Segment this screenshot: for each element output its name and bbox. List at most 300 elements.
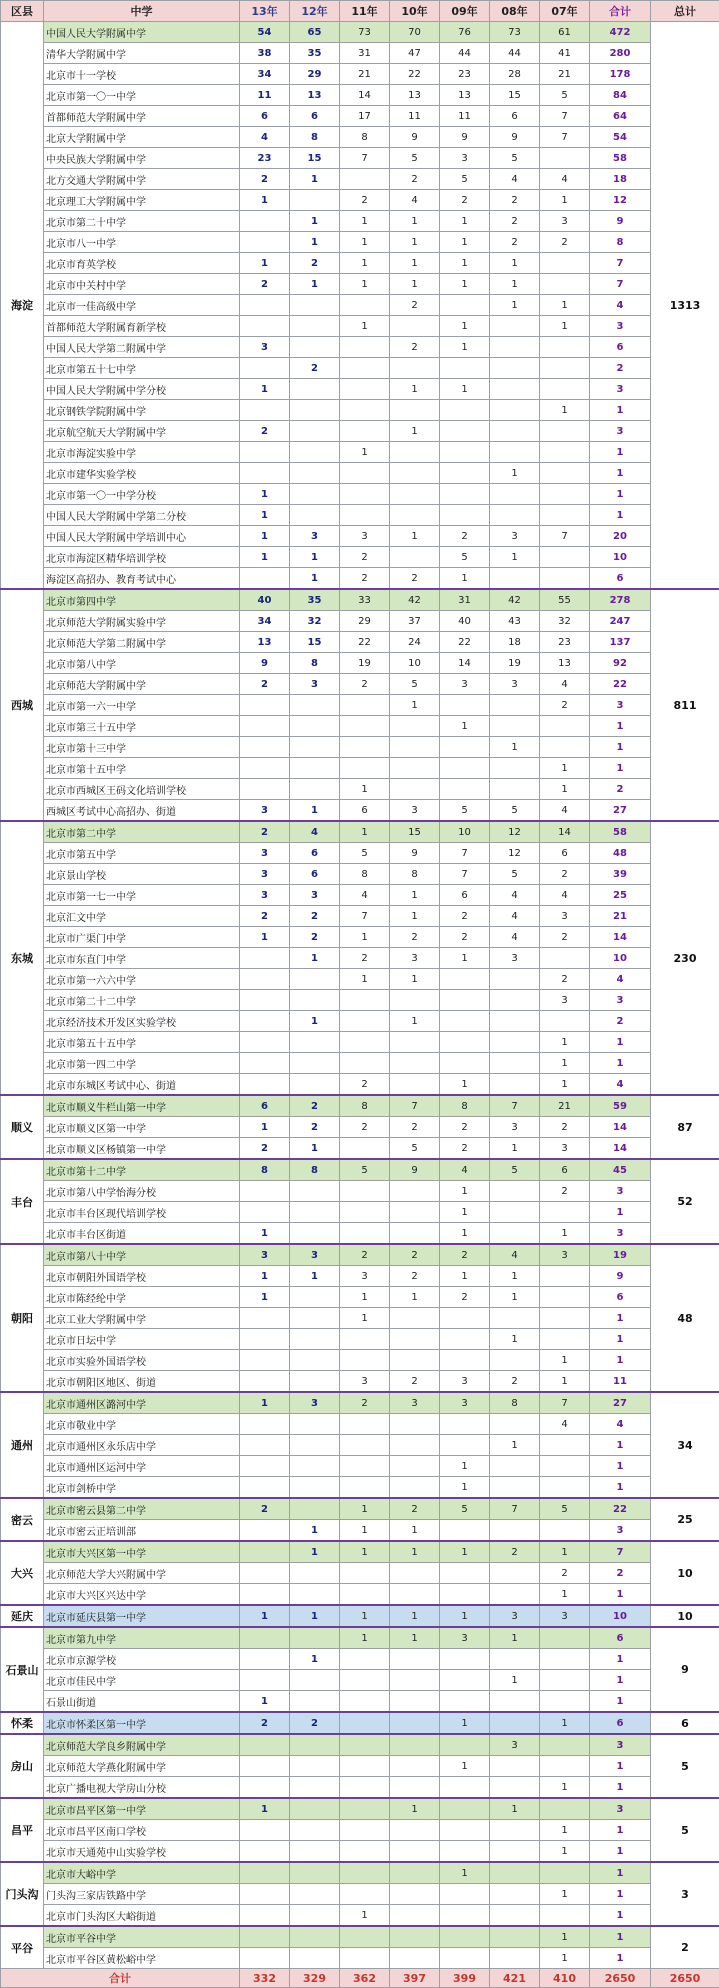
value-13 bbox=[240, 1011, 290, 1032]
value-10 bbox=[390, 1563, 440, 1584]
value-09: 23 bbox=[440, 64, 490, 85]
school-name: 北京师范大学第二附属中学 bbox=[44, 632, 240, 653]
value-11 bbox=[340, 1350, 390, 1371]
value-12 bbox=[290, 1032, 340, 1053]
value-10: 47 bbox=[390, 43, 440, 64]
value-13 bbox=[240, 1905, 290, 1927]
school-name: 北京市育英学校 bbox=[44, 253, 240, 274]
value-08 bbox=[490, 1712, 540, 1734]
school-name: 北京市大兴区第一中学 bbox=[44, 1541, 240, 1563]
district-cell: 门头沟 bbox=[1, 1862, 44, 1926]
value-10 bbox=[390, 1884, 440, 1905]
value-07 bbox=[540, 737, 590, 758]
value-09: 1 bbox=[440, 1074, 490, 1096]
table-row bbox=[1, 737, 719, 758]
value-09: 1 bbox=[440, 232, 490, 253]
value-12: 15 bbox=[290, 632, 340, 653]
value-10: 37 bbox=[390, 611, 440, 632]
value-08: 3 bbox=[490, 674, 540, 695]
value-12: 35 bbox=[290, 43, 340, 64]
value-12 bbox=[290, 1414, 340, 1435]
value-10: 1 bbox=[390, 1627, 440, 1649]
school-name: 北京市第十二中学 bbox=[44, 1159, 240, 1181]
value-11: 1 bbox=[340, 211, 390, 232]
value-09: 5 bbox=[440, 800, 490, 822]
school-name: 北京市天通苑中山实验学校 bbox=[44, 1841, 240, 1863]
value-07: 1 bbox=[540, 1032, 590, 1053]
value-sum: 6 bbox=[590, 1627, 651, 1649]
value-13 bbox=[240, 1414, 290, 1435]
value-13 bbox=[240, 568, 290, 590]
value-07: 2 bbox=[540, 695, 590, 716]
value-13: 1 bbox=[240, 379, 290, 400]
value-10: 4 bbox=[390, 190, 440, 211]
value-11: 3 bbox=[340, 1371, 390, 1393]
table-row bbox=[1, 1477, 719, 1499]
value-09: 1 bbox=[440, 379, 490, 400]
value-08: 6 bbox=[490, 106, 540, 127]
school-name: 中国人民大学附属中学 bbox=[44, 22, 240, 43]
value-07: 2 bbox=[540, 232, 590, 253]
value-09 bbox=[440, 1670, 490, 1691]
table-row bbox=[1, 505, 719, 526]
value-13: 1 bbox=[240, 1117, 290, 1138]
table-row bbox=[1, 484, 719, 505]
value-12 bbox=[290, 1350, 340, 1371]
value-12 bbox=[290, 1926, 340, 1948]
value-sum: 84 bbox=[590, 85, 651, 106]
table-row bbox=[1, 1053, 719, 1074]
value-08 bbox=[490, 1563, 540, 1584]
value-07: 61 bbox=[540, 22, 590, 43]
district-total: 10 bbox=[651, 1605, 719, 1627]
value-08: 1 bbox=[490, 1798, 540, 1820]
value-sum: 1 bbox=[590, 484, 651, 505]
value-sum: 1 bbox=[590, 1202, 651, 1223]
value-07: 3 bbox=[540, 1244, 590, 1266]
value-09: 3 bbox=[440, 1627, 490, 1649]
value-13 bbox=[240, 695, 290, 716]
value-sum: 20 bbox=[590, 526, 651, 547]
school-name: 北京市朝阳外国语学校 bbox=[44, 1266, 240, 1287]
table-row bbox=[1, 442, 719, 463]
school-name: 北京市怀柔区第一中学 bbox=[44, 1712, 240, 1734]
value-12 bbox=[290, 969, 340, 990]
value-10 bbox=[390, 1329, 440, 1350]
value-sum: 3 bbox=[590, 1520, 651, 1542]
value-13 bbox=[240, 716, 290, 737]
value-sum: 3 bbox=[590, 1798, 651, 1820]
value-sum: 278 bbox=[590, 589, 651, 611]
value-12 bbox=[290, 1670, 340, 1691]
value-sum: 1 bbox=[590, 1308, 651, 1329]
value-08: 5 bbox=[490, 800, 540, 822]
table-row bbox=[1, 1138, 719, 1160]
district-cell: 大兴 bbox=[1, 1541, 44, 1605]
value-11 bbox=[340, 1712, 390, 1734]
value-08: 1 bbox=[490, 253, 540, 274]
value-10: 2 bbox=[390, 1498, 440, 1520]
value-13 bbox=[240, 1627, 290, 1649]
value-11 bbox=[340, 758, 390, 779]
value-12: 3 bbox=[290, 526, 340, 547]
value-11: 1 bbox=[340, 1541, 390, 1563]
value-09 bbox=[440, 969, 490, 990]
value-13: 23 bbox=[240, 148, 290, 169]
header-year-10: 10年 bbox=[390, 1, 440, 22]
value-07: 4 bbox=[540, 800, 590, 822]
value-13: 6 bbox=[240, 106, 290, 127]
value-10 bbox=[390, 547, 440, 568]
value-10: 5 bbox=[390, 1138, 440, 1160]
value-12 bbox=[290, 1477, 340, 1499]
school-name: 北京市实验外国语学校 bbox=[44, 1350, 240, 1371]
value-08: 43 bbox=[490, 611, 540, 632]
value-12 bbox=[290, 695, 340, 716]
value-12: 1 bbox=[290, 1266, 340, 1287]
school-name: 北京市第三十五中学 bbox=[44, 716, 240, 737]
value-sum: 1 bbox=[590, 1777, 651, 1799]
value-sum: 10 bbox=[590, 1605, 651, 1627]
value-09 bbox=[440, 505, 490, 526]
value-09: 2 bbox=[440, 906, 490, 927]
value-11: 1 bbox=[340, 316, 390, 337]
value-07: 4 bbox=[540, 1414, 590, 1435]
table-row bbox=[1, 274, 719, 295]
value-09: 6 bbox=[440, 885, 490, 906]
table-row bbox=[1, 421, 719, 442]
value-09 bbox=[440, 400, 490, 421]
value-11 bbox=[340, 1798, 390, 1820]
value-11 bbox=[340, 1691, 390, 1713]
district-cell: 东城 bbox=[1, 821, 44, 1095]
value-07: 21 bbox=[540, 64, 590, 85]
value-13: 8 bbox=[240, 1159, 290, 1181]
value-07 bbox=[540, 484, 590, 505]
value-11: 2 bbox=[340, 1074, 390, 1096]
value-09: 5 bbox=[440, 547, 490, 568]
value-07: 1 bbox=[540, 758, 590, 779]
value-08: 1 bbox=[490, 1266, 540, 1287]
value-11: 19 bbox=[340, 653, 390, 674]
value-09: 2 bbox=[440, 1244, 490, 1266]
value-08 bbox=[490, 716, 540, 737]
value-12: 1 bbox=[290, 1520, 340, 1542]
value-12: 1 bbox=[290, 1605, 340, 1627]
value-07 bbox=[540, 948, 590, 969]
value-10: 1 bbox=[390, 526, 440, 547]
value-07: 55 bbox=[540, 589, 590, 611]
value-08: 2 bbox=[490, 232, 540, 253]
value-07 bbox=[540, 568, 590, 590]
value-07: 4 bbox=[540, 674, 590, 695]
value-07: 2 bbox=[540, 927, 590, 948]
value-12: 1 bbox=[290, 274, 340, 295]
value-sum: 3 bbox=[590, 1734, 651, 1756]
value-10: 10 bbox=[390, 653, 440, 674]
table-row bbox=[1, 400, 719, 421]
value-12 bbox=[290, 990, 340, 1011]
header-sum: 合计 bbox=[590, 1, 651, 22]
value-11 bbox=[340, 1584, 390, 1606]
value-sum: 1 bbox=[590, 1670, 651, 1691]
value-08 bbox=[490, 1926, 540, 1948]
school-name: 北京航空航天大学附属中学 bbox=[44, 421, 240, 442]
school-name: 北京市顺义区第一中学 bbox=[44, 1117, 240, 1138]
value-11 bbox=[340, 1138, 390, 1160]
table-row bbox=[1, 674, 719, 695]
value-07 bbox=[540, 274, 590, 295]
value-11: 6 bbox=[340, 800, 390, 822]
table-row bbox=[1, 1011, 719, 1032]
school-name: 北京市中关村中学 bbox=[44, 274, 240, 295]
table-row bbox=[1, 316, 719, 337]
district-cell: 丰台 bbox=[1, 1159, 44, 1244]
value-sum: 58 bbox=[590, 821, 651, 843]
value-12 bbox=[290, 1053, 340, 1074]
value-08: 4 bbox=[490, 906, 540, 927]
value-11 bbox=[340, 337, 390, 358]
value-10 bbox=[390, 400, 440, 421]
value-11 bbox=[340, 1777, 390, 1799]
value-sum: 59 bbox=[590, 1095, 651, 1117]
value-12 bbox=[290, 1202, 340, 1223]
value-08: 1 bbox=[490, 547, 540, 568]
value-08: 1 bbox=[490, 1329, 540, 1350]
header-year-08: 08年 bbox=[490, 1, 540, 22]
school-name: 北京市第八中学 bbox=[44, 653, 240, 674]
district-total: 48 bbox=[651, 1244, 719, 1392]
value-09 bbox=[440, 737, 490, 758]
value-09 bbox=[440, 1435, 490, 1456]
value-08 bbox=[490, 1862, 540, 1884]
value-12: 2 bbox=[290, 906, 340, 927]
value-08: 73 bbox=[490, 22, 540, 43]
value-13 bbox=[240, 1477, 290, 1499]
value-10 bbox=[390, 1948, 440, 1969]
value-10: 42 bbox=[390, 589, 440, 611]
value-11: 17 bbox=[340, 106, 390, 127]
value-07 bbox=[540, 1329, 590, 1350]
table-row bbox=[1, 1414, 719, 1435]
school-name: 北京市八一中学 bbox=[44, 232, 240, 253]
value-07: 7 bbox=[540, 526, 590, 547]
school-name: 北京市第五十七中学 bbox=[44, 358, 240, 379]
value-13 bbox=[240, 316, 290, 337]
district-cell: 石景山 bbox=[1, 1627, 44, 1712]
value-13: 3 bbox=[240, 1244, 290, 1266]
value-sum: 6 bbox=[590, 1287, 651, 1308]
header-row bbox=[1, 1, 719, 22]
value-08 bbox=[490, 1053, 540, 1074]
value-10: 1 bbox=[390, 1287, 440, 1308]
value-07: 1 bbox=[540, 190, 590, 211]
value-sum: 2 bbox=[590, 358, 651, 379]
value-13: 2 bbox=[240, 1498, 290, 1520]
value-13: 1 bbox=[240, 1266, 290, 1287]
district-total: 6 bbox=[651, 1712, 719, 1734]
value-09 bbox=[440, 1032, 490, 1053]
value-08 bbox=[490, 969, 540, 990]
value-09 bbox=[440, 1734, 490, 1756]
value-08: 1 bbox=[490, 463, 540, 484]
value-13: 2 bbox=[240, 421, 290, 442]
value-12 bbox=[290, 1948, 340, 1969]
district-cell: 房山 bbox=[1, 1734, 44, 1798]
value-sum: 247 bbox=[590, 611, 651, 632]
value-07: 3 bbox=[540, 906, 590, 927]
table-row bbox=[1, 358, 719, 379]
table-row bbox=[1, 1350, 719, 1371]
value-08: 1 bbox=[490, 1138, 540, 1160]
value-13: 54 bbox=[240, 22, 290, 43]
value-11: 21 bbox=[340, 64, 390, 85]
value-07 bbox=[540, 1435, 590, 1456]
value-09: 3 bbox=[440, 148, 490, 169]
value-sum: 3 bbox=[590, 1223, 651, 1245]
value-11: 3 bbox=[340, 1266, 390, 1287]
school-name: 北京市东城区考试中心、街道 bbox=[44, 1074, 240, 1096]
school-name: 中国人民大学第二附属中学 bbox=[44, 337, 240, 358]
school-name: 中央民族大学附属中学 bbox=[44, 148, 240, 169]
table-row bbox=[1, 1798, 719, 1820]
value-07 bbox=[540, 1649, 590, 1670]
value-13 bbox=[240, 1350, 290, 1371]
table-row bbox=[1, 948, 719, 969]
value-08: 19 bbox=[490, 653, 540, 674]
value-07 bbox=[540, 716, 590, 737]
value-11 bbox=[340, 695, 390, 716]
value-sum: 10 bbox=[590, 948, 651, 969]
footer-row bbox=[1, 1969, 719, 1988]
value-sum: 3 bbox=[590, 990, 651, 1011]
value-07 bbox=[540, 1627, 590, 1649]
value-11: 7 bbox=[340, 906, 390, 927]
value-sum: 178 bbox=[590, 64, 651, 85]
value-10 bbox=[390, 1670, 440, 1691]
school-name: 北京大学附属中学 bbox=[44, 127, 240, 148]
value-12 bbox=[290, 758, 340, 779]
value-08 bbox=[490, 758, 540, 779]
value-10: 1 bbox=[390, 695, 440, 716]
value-08 bbox=[490, 1820, 540, 1841]
value-07: 1 bbox=[540, 1884, 590, 1905]
value-10 bbox=[390, 1181, 440, 1202]
value-10 bbox=[390, 990, 440, 1011]
value-13: 38 bbox=[240, 43, 290, 64]
value-sum: 39 bbox=[590, 864, 651, 885]
value-11 bbox=[340, 463, 390, 484]
value-13: 1 bbox=[240, 253, 290, 274]
table-row bbox=[1, 1905, 719, 1927]
value-sum: 22 bbox=[590, 1498, 651, 1520]
value-sum: 1 bbox=[590, 1053, 651, 1074]
value-08: 1 bbox=[490, 274, 540, 295]
value-13: 3 bbox=[240, 800, 290, 822]
value-09: 1 bbox=[440, 1266, 490, 1287]
value-11: 2 bbox=[340, 1244, 390, 1266]
school-name: 北京市第八中学怡海分校 bbox=[44, 1181, 240, 1202]
value-09: 3 bbox=[440, 674, 490, 695]
value-sum: 4 bbox=[590, 295, 651, 316]
value-08 bbox=[490, 316, 540, 337]
value-12 bbox=[290, 1734, 340, 1756]
value-08: 3 bbox=[490, 1734, 540, 1756]
value-sum: 1 bbox=[590, 1905, 651, 1927]
value-09: 1 bbox=[440, 1605, 490, 1627]
value-07: 1 bbox=[540, 1350, 590, 1371]
header-year-13: 13年 bbox=[240, 1, 290, 22]
value-10 bbox=[390, 1435, 440, 1456]
value-12 bbox=[290, 1181, 340, 1202]
value-10: 11 bbox=[390, 106, 440, 127]
value-10 bbox=[390, 758, 440, 779]
value-13 bbox=[240, 779, 290, 800]
school-name: 北京市第十三中学 bbox=[44, 737, 240, 758]
value-10: 2 bbox=[390, 337, 440, 358]
value-10 bbox=[390, 1691, 440, 1713]
value-08: 2 bbox=[490, 1541, 540, 1563]
value-sum: 10 bbox=[590, 547, 651, 568]
value-12 bbox=[290, 1777, 340, 1799]
value-13 bbox=[240, 1053, 290, 1074]
value-10: 1 bbox=[390, 232, 440, 253]
value-11: 4 bbox=[340, 885, 390, 906]
value-07 bbox=[540, 358, 590, 379]
value-07: 2 bbox=[540, 1563, 590, 1584]
value-13 bbox=[240, 1541, 290, 1563]
value-sum: 1 bbox=[590, 1884, 651, 1905]
value-09: 1 bbox=[440, 1477, 490, 1499]
value-13 bbox=[240, 1756, 290, 1777]
table-row bbox=[1, 1563, 719, 1584]
table-row bbox=[1, 1627, 719, 1649]
district-total: 10 bbox=[651, 1541, 719, 1605]
value-sum: 137 bbox=[590, 632, 651, 653]
value-07: 1 bbox=[540, 1541, 590, 1563]
value-09: 1 bbox=[440, 716, 490, 737]
value-sum: 21 bbox=[590, 906, 651, 927]
value-10 bbox=[390, 1734, 440, 1756]
school-name: 北京市海淀实验中学 bbox=[44, 442, 240, 463]
value-09: 7 bbox=[440, 843, 490, 864]
value-10: 8 bbox=[390, 864, 440, 885]
table-row bbox=[1, 716, 719, 737]
value-12: 8 bbox=[290, 1159, 340, 1181]
value-12 bbox=[290, 1691, 340, 1713]
table-row bbox=[1, 611, 719, 632]
value-11: 1 bbox=[340, 779, 390, 800]
value-11: 2 bbox=[340, 1392, 390, 1414]
value-08: 7 bbox=[490, 1498, 540, 1520]
value-10 bbox=[390, 1777, 440, 1799]
value-11 bbox=[340, 484, 390, 505]
value-sum: 25 bbox=[590, 885, 651, 906]
school-name: 北京市延庆县第一中学 bbox=[44, 1605, 240, 1627]
value-12 bbox=[290, 1756, 340, 1777]
value-09: 2 bbox=[440, 1287, 490, 1308]
value-13 bbox=[240, 358, 290, 379]
value-09 bbox=[440, 779, 490, 800]
value-11: 1 bbox=[340, 442, 390, 463]
district-cell: 海淀 bbox=[1, 22, 44, 590]
value-12: 1 bbox=[290, 169, 340, 190]
value-08 bbox=[490, 1456, 540, 1477]
value-12 bbox=[290, 716, 340, 737]
value-11: 1 bbox=[340, 969, 390, 990]
value-sum: 14 bbox=[590, 927, 651, 948]
value-08 bbox=[490, 1777, 540, 1799]
